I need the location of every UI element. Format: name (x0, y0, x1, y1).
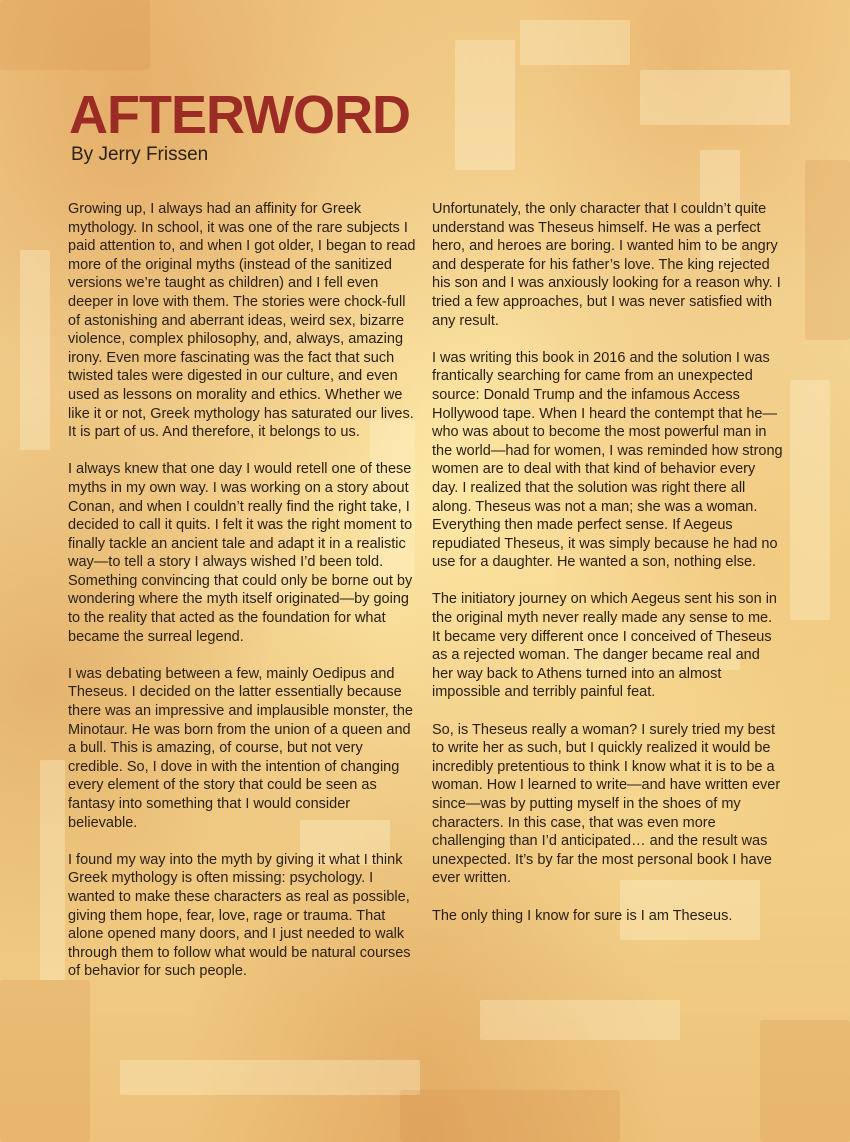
author-byline: By Jerry Frissen (71, 144, 209, 165)
paragraph: I was writing this book in 2016 and the solution I was frantically searching for came from an unexpected source: Donald Trump and the infamous Access Hollywood tape. When I heard the contempt that he—who was about to become the most powerful man in the world—had for women, I was reminded how strong women are to deal with that kind of behavior every day. I realized that the solution was right there all along. Theseus was not a man; she was a woman. Everything then made perfect sense. If Aegeus repudiated Theseus, it was simply because he had no use for a daughter. He wanted a son, nothing else. (432, 349, 783, 571)
paragraph: Unfortunately, the only character that I couldn’t quite understand was Theseus himself. He was a perfect hero, and heroes are boring. I wanted him to be angry and desperate for his father’s love. The king rejected his son and I was anxiously looking for a reason why. I tried a few approaches, but I was never satisfied with any result. (432, 201, 781, 329)
left-column (68, 200, 420, 1000)
page-title: AFTERWORD (69, 85, 410, 145)
paragraph: The initiatory journey on which Aegeus sent his son in the original myth never really made any sense to me. It became very different once I conceived of Theseus as a rejected woman. The danger became real and her way back to Athens turned into an almost impossible and terribly painful feat. (432, 591, 777, 701)
paragraph: The only thing I know for sure is I am Theseus. (432, 907, 733, 924)
paragraph: I was debating between a few, mainly Oedipus and Theseus. I decided on the latter essentially because there was an impressive and implausible monster, the Minotaur. He was born from the union of a queen and a bull. This is amazing, of course, but not very credible. So, I dove in with the intention of changing every element of the story that could be seen as fantasy into something that I would consider believable. (68, 665, 413, 831)
paragraph: So, is Theseus really a woman? I surely tried my best to write her as such, but I quickly realized it would be incredibly pretentious to think I know what it is to be a woman. How I learned to write—and have written ever since—was by putting myself in the shoes of my characters. In this case, that was even more challenging than I’d anticipated… and the result was unexpected. It’s by far the most personal book I have ever written. (432, 721, 781, 887)
right-column (432, 200, 784, 944)
paragraph: Growing up, I always had an affinity for Greek mythology. In school, it was one of the rare subjects I paid attention to, and when I got older, I began to read more of the original myths (instead of the sanitized versions we’re taught as children) and I fell even deeper in love with them. The stories were chock-full of astonishing and aberrant ideas, weird sex, bizarre violence, complex philosophy, and, always, amazing irony. Even more fascinating was the fact that such twisted tales were digested in our culture, and even used as lessons on morality and ethics. Whether we like it or not, Greek mythology has saturated our lives. It is part of us. And therefore, it belongs to us. (68, 201, 416, 441)
paragraph: I found my way into the myth by giving it what I think Greek mythology is often missing: psychology. I wanted to make these characters as real as possible, giving them hope, fear, love, rage or trauma. That alone opened many doors, and I just needed to walk through them to follow what would be natural courses of behavior for such people. (68, 851, 411, 980)
paragraph: I always knew that one day I would retell one of these myths in my own way. I was working on a story about Conan, and when I couldn’t really find the right take, I decided to call it quits. I felt it was the right moment to finally tackle an ancient tale and adapt it in a realistic way—to tell a story I always wished I’d been told. Something convincing that could only be borne out by wondering where the myth itself originated—by going to the reality that acted as the foundation for what became the surreal legend. (68, 461, 413, 645)
